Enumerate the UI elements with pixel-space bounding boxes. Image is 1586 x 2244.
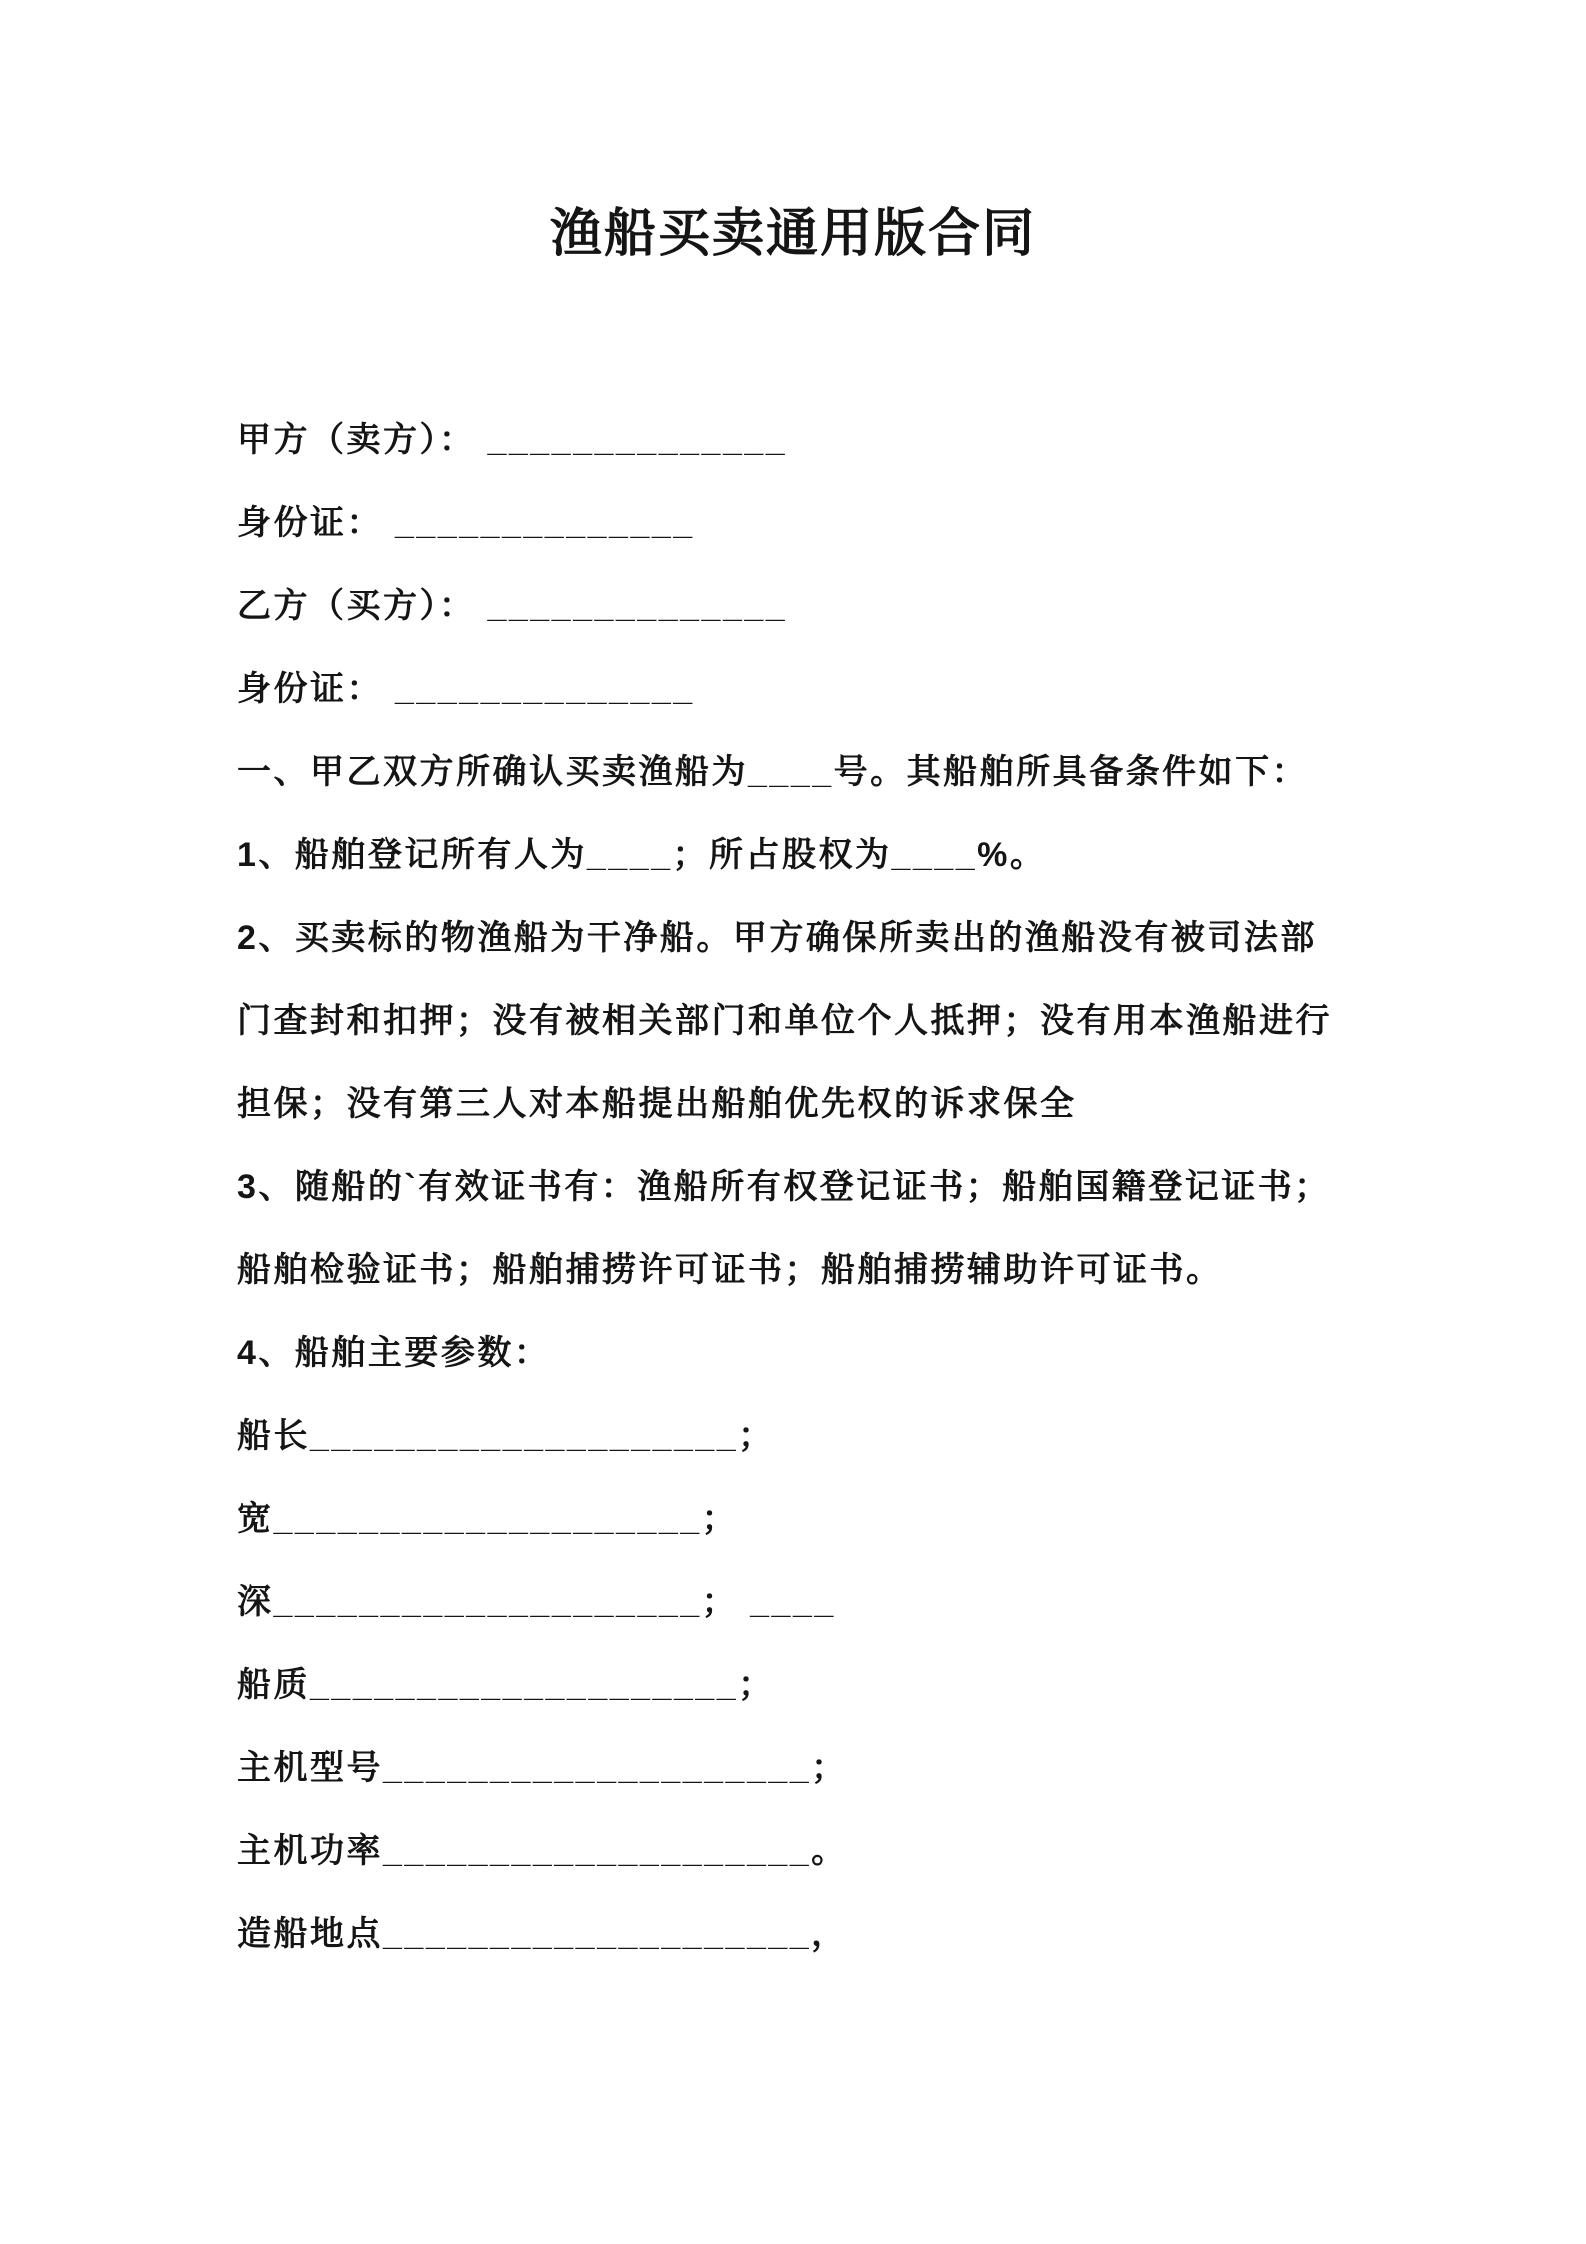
party-b-line: 乙方（买方）： ______________ [237, 587, 788, 625]
clause-1-intro-line: 一、甲乙双方所确认买卖渔船为____号。其船舶所具备条件如下： [237, 753, 1309, 791]
party-a-line: 甲方（卖方）： ______________ [237, 421, 788, 459]
param-engine-model-line: 主机型号____________________； [237, 1749, 848, 1787]
param-material-line: 船质____________________； [237, 1666, 775, 1704]
party-a-id-line: 身份证： ______________ [237, 504, 695, 542]
clause-item-2-line-2: 门查封和扣押；没有被相关部门和单位个人抵押；没有用本渔船进行 [237, 1002, 1332, 1040]
param-engine-power-line: 主机功率____________________。 [237, 1832, 848, 1870]
clause-item-2-line-3: 担保；没有第三人对本船提出船舶优先权的诉求保全 [237, 1085, 1077, 1123]
document-body [237, 399, 1437, 1976]
clause-item-1-line: 1、船舶登记所有人为____；所占股权为____%。 [237, 836, 1047, 874]
clause-item-3-line-1: 3、随船的`有效证书有：渔船所有权登记证书；船舶国籍登记证书； [237, 1168, 1331, 1206]
param-depth-line: 深____________________； ____ [237, 1583, 836, 1621]
document-title: 渔船买卖通用版合同 [549, 205, 1036, 263]
param-width-line: 宽____________________； [237, 1500, 739, 1538]
clause-item-2-line-1: 2、买卖标的物渔船为干净船。甲方确保所卖出的渔船没有被司法部 [237, 919, 1317, 957]
clause-item-4-line: 4、船舶主要参数： [237, 1334, 551, 1372]
param-build-place-line: 造船地点____________________， [237, 1915, 848, 1953]
party-b-id-line: 身份证： ______________ [237, 670, 695, 708]
param-ship-length-line: 船长____________________； [237, 1417, 775, 1455]
clause-item-3-line-2: 船舶检验证书；船舶捕捞许可证书；船舶捕捞辅助许可证书。 [237, 1251, 1223, 1289]
